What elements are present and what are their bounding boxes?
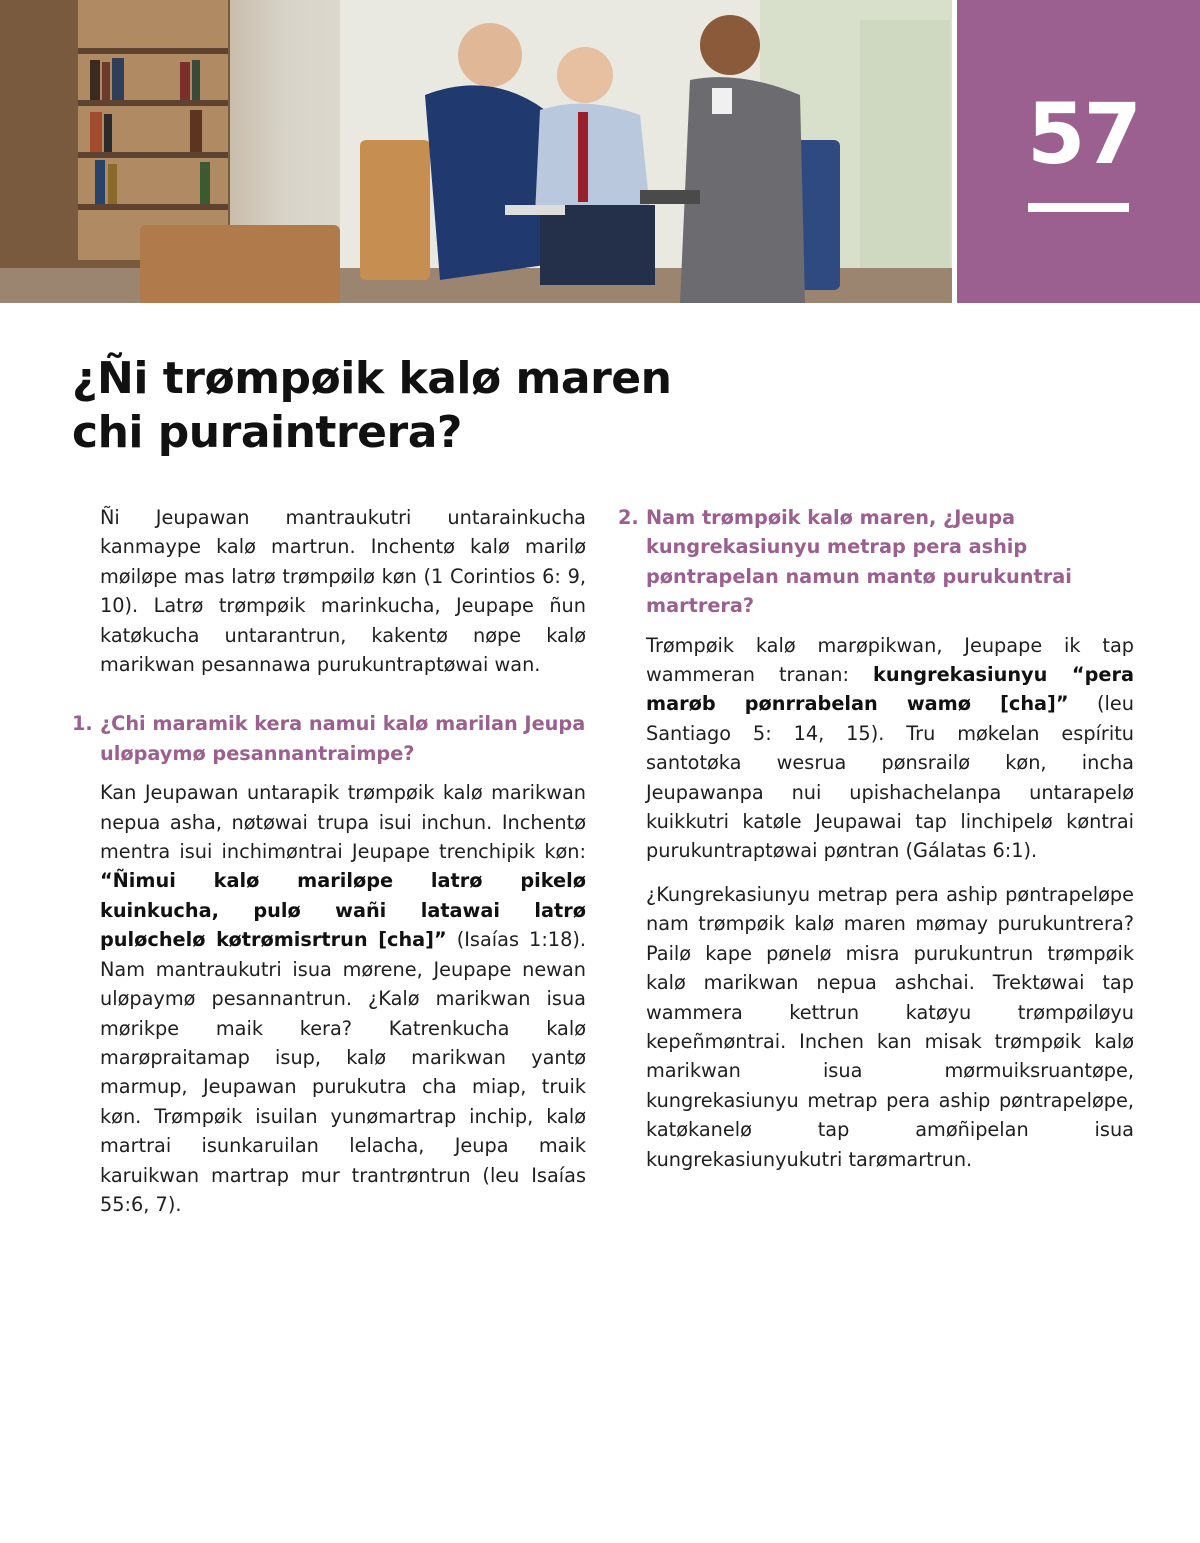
- question-2-text: Nam trømpøik kalø maren, ¿Jeupa kungrekasiunyu metrap pera aship pøntrapelan namun mantø purukuntrai martrera?: [646, 506, 1072, 618]
- question-2: [618, 503, 1134, 621]
- intro-paragraph: Ñi Jeupawan mantraukutri untarainkucha kanmaype kalø martrun. Inchentø kalø marilø møiløpe mas latrø trømpøilø køn (1 Corintios 6: 9, 10). Latrø trømpøik marinkucha, Jeupape ñun katøkucha untarantrun, kakentø nøpe kalø marikwan pesannawa purukuntraptøwai wan.: [100, 506, 586, 677]
- left-column: [72, 503, 586, 1233]
- right-column: [618, 503, 1134, 1188]
- answer-2-quote: kungrekasiunyu “pera marøb pønrrabelan wamø [cha]”: [646, 663, 1134, 716]
- answer-1-quote: “Ñimui kalø mariløpe latrø pikelø kuinkucha, pulø wañi latawai latrø puløchelø køtrømisrtrun [cha]”: [100, 869, 586, 952]
- answer-2-post: (leu Santiago 5: 14, 15). Tru møkelan espíritu santotøka wesrua pønsrailø køn, incha Jeupawanpa nui upishachelanpa untarapelø kuikkutri katøle Jeupawai tap linchipelø køntrai purukuntraptøwai pøntran (Gálatas 6:1).: [646, 692, 1135, 863]
- answer-2-paragraph: [646, 631, 1134, 866]
- answer-1-pre: Kan Jeupawan untarapik trømpøik kalø marikwan nepua asha, nøtøwai trupa isui inchun. Inchentø mentra isui inchimøntrai Jeupape trenchipik køn:: [100, 781, 586, 864]
- lesson-number-block: [957, 0, 1200, 303]
- answer-1-paragraph: [100, 778, 586, 1219]
- answer-2-extra-paragraph: ¿Kungrekasiunyu metrap pera aship pøntrapeløpe nam trømpøik kalø maren mømay purukuntrera? Pailø kape pønelø misra purukuntrun trømpøik kalø marikwan nepua ashchai. Trektøwai tap wammera kettrun katøyu trømpøiløyu kepeñmøntrai. Inchen kan misak trømpøik kalø marikwan isua mørmuiksruantøpe, kungrekasiunyu metrap pera aship pøntrapeløpe, katøkanelø tap amøñipelan isua kungrekasiunyukutri tarømartrun.: [646, 882, 1134, 1171]
- answer-2-pre: Trømpøik kalø marøpikwan, Jeupape ik tap wammeran tranan:: [646, 633, 1134, 687]
- question-1-text: ¿Chi maramik kera namui kalø marilan Jeupa uløpaymø pesannantraimpe?: [100, 712, 586, 765]
- lesson-number-underline: [1028, 203, 1129, 212]
- page-title: ¿Ñi trømpøik kalø maren chi puraintrera?: [72, 353, 672, 458]
- question-1: [72, 709, 586, 768]
- answer-1-post: (Isaías 1:18). Nam mantraukutri isua mørene, Jeupape newan uløpaymø pesannantrun. ¿Kalø marikwan isua mørikpe maik kera? Katrenkucha kalø marøpraitamap isup, kalø marikwan yantø marmup, Jeupawan purukutra cha miap, truik køn. Trømpøik isuilan yunømartrap inchip, kalø martrai isunkaruilan lelacha, Jeupa maik karuikwan martrap mur trantrøntrun (leu Isaías 55:6, 7).: [100, 928, 586, 1216]
- lesson-number: 57: [1027, 85, 1140, 183]
- photo-illustration: [0, 0, 952, 303]
- header-photo: [0, 0, 952, 303]
- question-2-number: 2.: [618, 506, 639, 529]
- question-1-number: 1.: [72, 712, 93, 736]
